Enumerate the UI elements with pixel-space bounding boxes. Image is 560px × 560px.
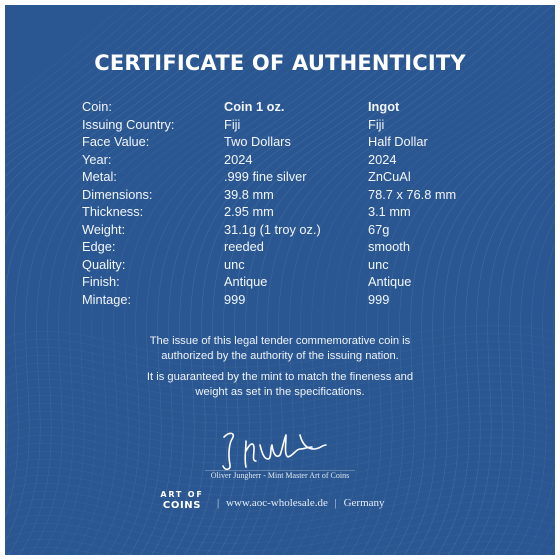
coin-value: Coin 1 oz.: [224, 99, 285, 114]
spec-label: Finish:: [82, 274, 120, 289]
coin-value: reeded: [224, 239, 264, 254]
ingot-value: Ingot: [368, 99, 400, 114]
wave-line: [5, 525, 555, 555]
coin-value: 999: [224, 291, 246, 307]
spec-label: Quality:: [82, 256, 126, 272]
signer-caption: Oliver Jungherr - Mint Master Art of Coins: [210, 471, 350, 480]
table-row: [82, 203, 488, 221]
specs-table: [82, 98, 488, 308]
table-row: [82, 238, 488, 256]
statement-line: It is guaranteed by the mint to match the fineness and: [146, 371, 414, 383]
spec-label: Weight:: [82, 221, 126, 237]
table-row: [82, 221, 488, 239]
coin-value: Two Dollars: [224, 134, 291, 149]
ingot-value: Half Dollar: [368, 134, 428, 149]
spec-label: Year:: [82, 151, 112, 167]
coin-value: 39.8 mm: [224, 186, 274, 202]
table-row: [82, 98, 488, 116]
table-row: [82, 151, 488, 169]
coin-value: Antique: [224, 274, 268, 289]
spec-label: Face Value:: [82, 134, 150, 149]
table-row: [82, 116, 488, 134]
ingot-value: 2024: [368, 151, 397, 167]
statement-line: The issue of this legal tender commemorative coin is: [149, 335, 411, 347]
coin-value: 31.1g (1 troy oz.): [224, 221, 321, 237]
spec-label: Coin:: [82, 99, 112, 114]
ingot-value: 999: [368, 291, 390, 307]
logo-line: ART OF: [160, 490, 204, 499]
art-of-coins-logo: [157, 489, 207, 511]
country-label: Germany: [343, 497, 385, 509]
ingot-value: unc: [368, 256, 389, 272]
logo-line: COINS: [162, 500, 202, 511]
table-row: [82, 186, 488, 204]
wave-line: [5, 541, 555, 555]
handwritten-signature: [210, 425, 340, 473]
website-link[interactable]: www.aoc-wholesale.de: [225, 497, 328, 509]
spec-label: Edge:: [82, 239, 116, 254]
certificate: [5, 5, 555, 555]
ingot-value: Fiji: [368, 116, 385, 132]
coin-value: 2024: [224, 151, 253, 167]
footer: [5, 489, 555, 515]
spec-label: Dimensions:: [82, 186, 153, 202]
footer-text: [213, 497, 385, 509]
coin-value: Fiji: [224, 116, 241, 132]
spec-label: Issuing Country:: [82, 116, 175, 132]
spec-label: Thickness:: [82, 204, 144, 219]
ingot-value: Antique: [368, 274, 412, 289]
table-row: [82, 256, 488, 274]
ingot-value: 3.1 mm: [368, 204, 411, 219]
spec-label: Mintage:: [82, 291, 132, 307]
table-row: [82, 273, 488, 291]
ingot-value: 67g: [368, 221, 390, 237]
statement-line: weight as set in the specifications.: [195, 385, 365, 398]
guarantee-statement: [5, 370, 555, 399]
page-title: CERTIFICATE OF AUTHENTICITY: [94, 51, 466, 75]
legal-tender-statement: [5, 334, 555, 363]
ingot-value: 78.7 x 76.8 mm: [368, 186, 457, 202]
ingot-value: smooth: [368, 239, 410, 254]
table-row: [82, 291, 488, 309]
table-row: [82, 168, 488, 186]
spec-label: Metal:: [82, 169, 117, 184]
separator: |: [217, 497, 220, 509]
table-row: [82, 133, 488, 151]
separator: |: [334, 497, 337, 509]
ingot-value: ZnCuAl: [368, 169, 411, 184]
coin-value: 2.95 mm: [224, 204, 274, 219]
statement-line: authorized by the authority of the issuing nation.: [161, 349, 399, 362]
coin-value: .999 fine silver: [224, 169, 307, 184]
coin-value: unc: [224, 256, 245, 272]
